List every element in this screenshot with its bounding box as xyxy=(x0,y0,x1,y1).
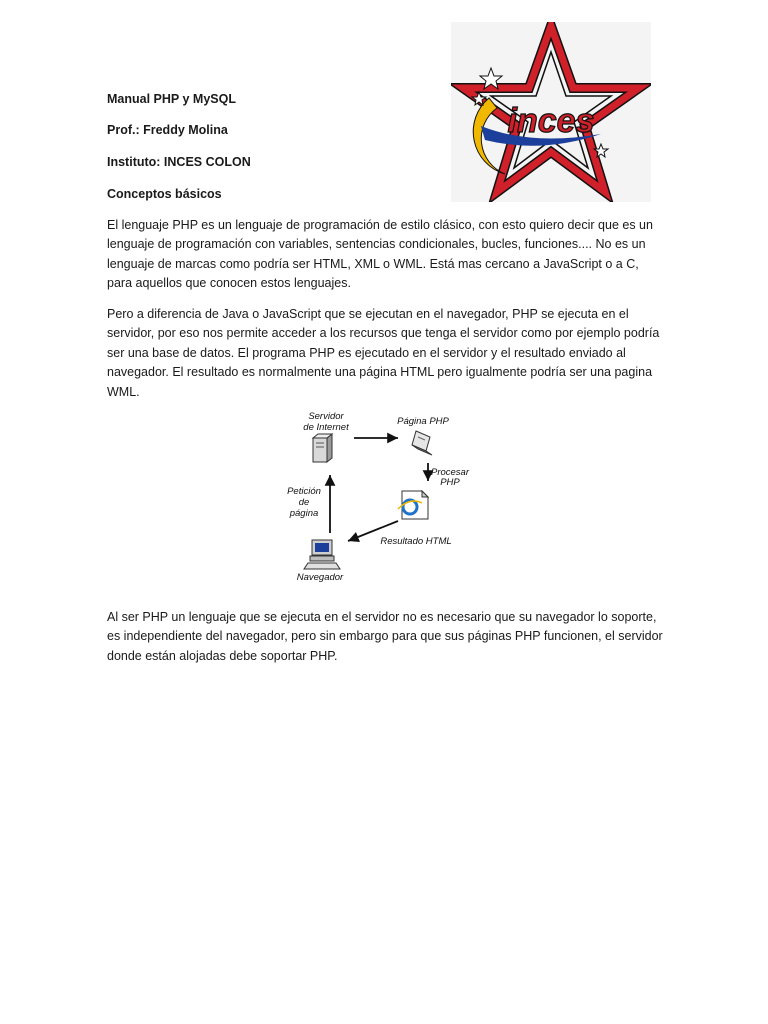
label-server-1: Servidor xyxy=(308,411,344,422)
label-request-3: página xyxy=(289,508,319,519)
paragraph-1: El lenguaje PHP es un lenguaje de programación de estilo clásico, con esto quiero decir que es un lenguaje de programación con variables, sentencias condicionales, bucles, funciones.... No es un lenguaje de marcas como podría ser HTML, XML o WML. Está mas cercano a JavaScript o a C, para aquellos que conocen estos lenguajes. xyxy=(107,218,653,291)
label-result: Resultado HTML xyxy=(380,536,452,547)
logo-text: inces xyxy=(507,102,595,140)
label-request-1: Petición xyxy=(287,486,321,497)
server-icon xyxy=(313,434,332,462)
professor-line: Prof.: Freddy Molina xyxy=(107,123,228,137)
institute-line: Instituto: INCES COLON xyxy=(107,155,251,169)
label-browser: Navegador xyxy=(296,572,344,583)
doc-title: Manual PHP y MySQL xyxy=(107,92,236,106)
inces-logo xyxy=(451,22,651,202)
paragraph-3: Al ser PHP un lenguaje que se ejecuta en el servidor no es necesario que su navegador lo soporte, es independiente del navegador, pero sin embargo para que sus páginas PHP funcionen, el servidor donde están alojadas debe soportar PHP. xyxy=(107,610,663,663)
paragraph-2: Pero a diferencia de Java o JavaScript que se ejecutan en el navegador, PHP se ejecuta en el servidor, por eso nos permite acceder a los recursos que tenga el servidor como por ejemplo podría ser una base de datos. El programa PHP es ejecutado en el servidor y el resultado enviado al navegador. El resultado es normalmente una página HTML pero igualmente podría ser una pagina WML. xyxy=(107,307,660,399)
browser-computer-icon xyxy=(304,540,340,569)
label-server-2: de Internet xyxy=(303,422,349,433)
php-flow-diagram xyxy=(270,405,490,587)
label-request-2: de xyxy=(298,497,310,508)
php-page-icon xyxy=(412,431,432,455)
section-heading: Conceptos básicos xyxy=(107,187,222,201)
label-php-page: Página PHP xyxy=(397,416,449,427)
label-process-1: Procesar xyxy=(430,467,470,478)
label-process-2: PHP xyxy=(440,477,460,488)
html-page-icon xyxy=(398,491,428,519)
